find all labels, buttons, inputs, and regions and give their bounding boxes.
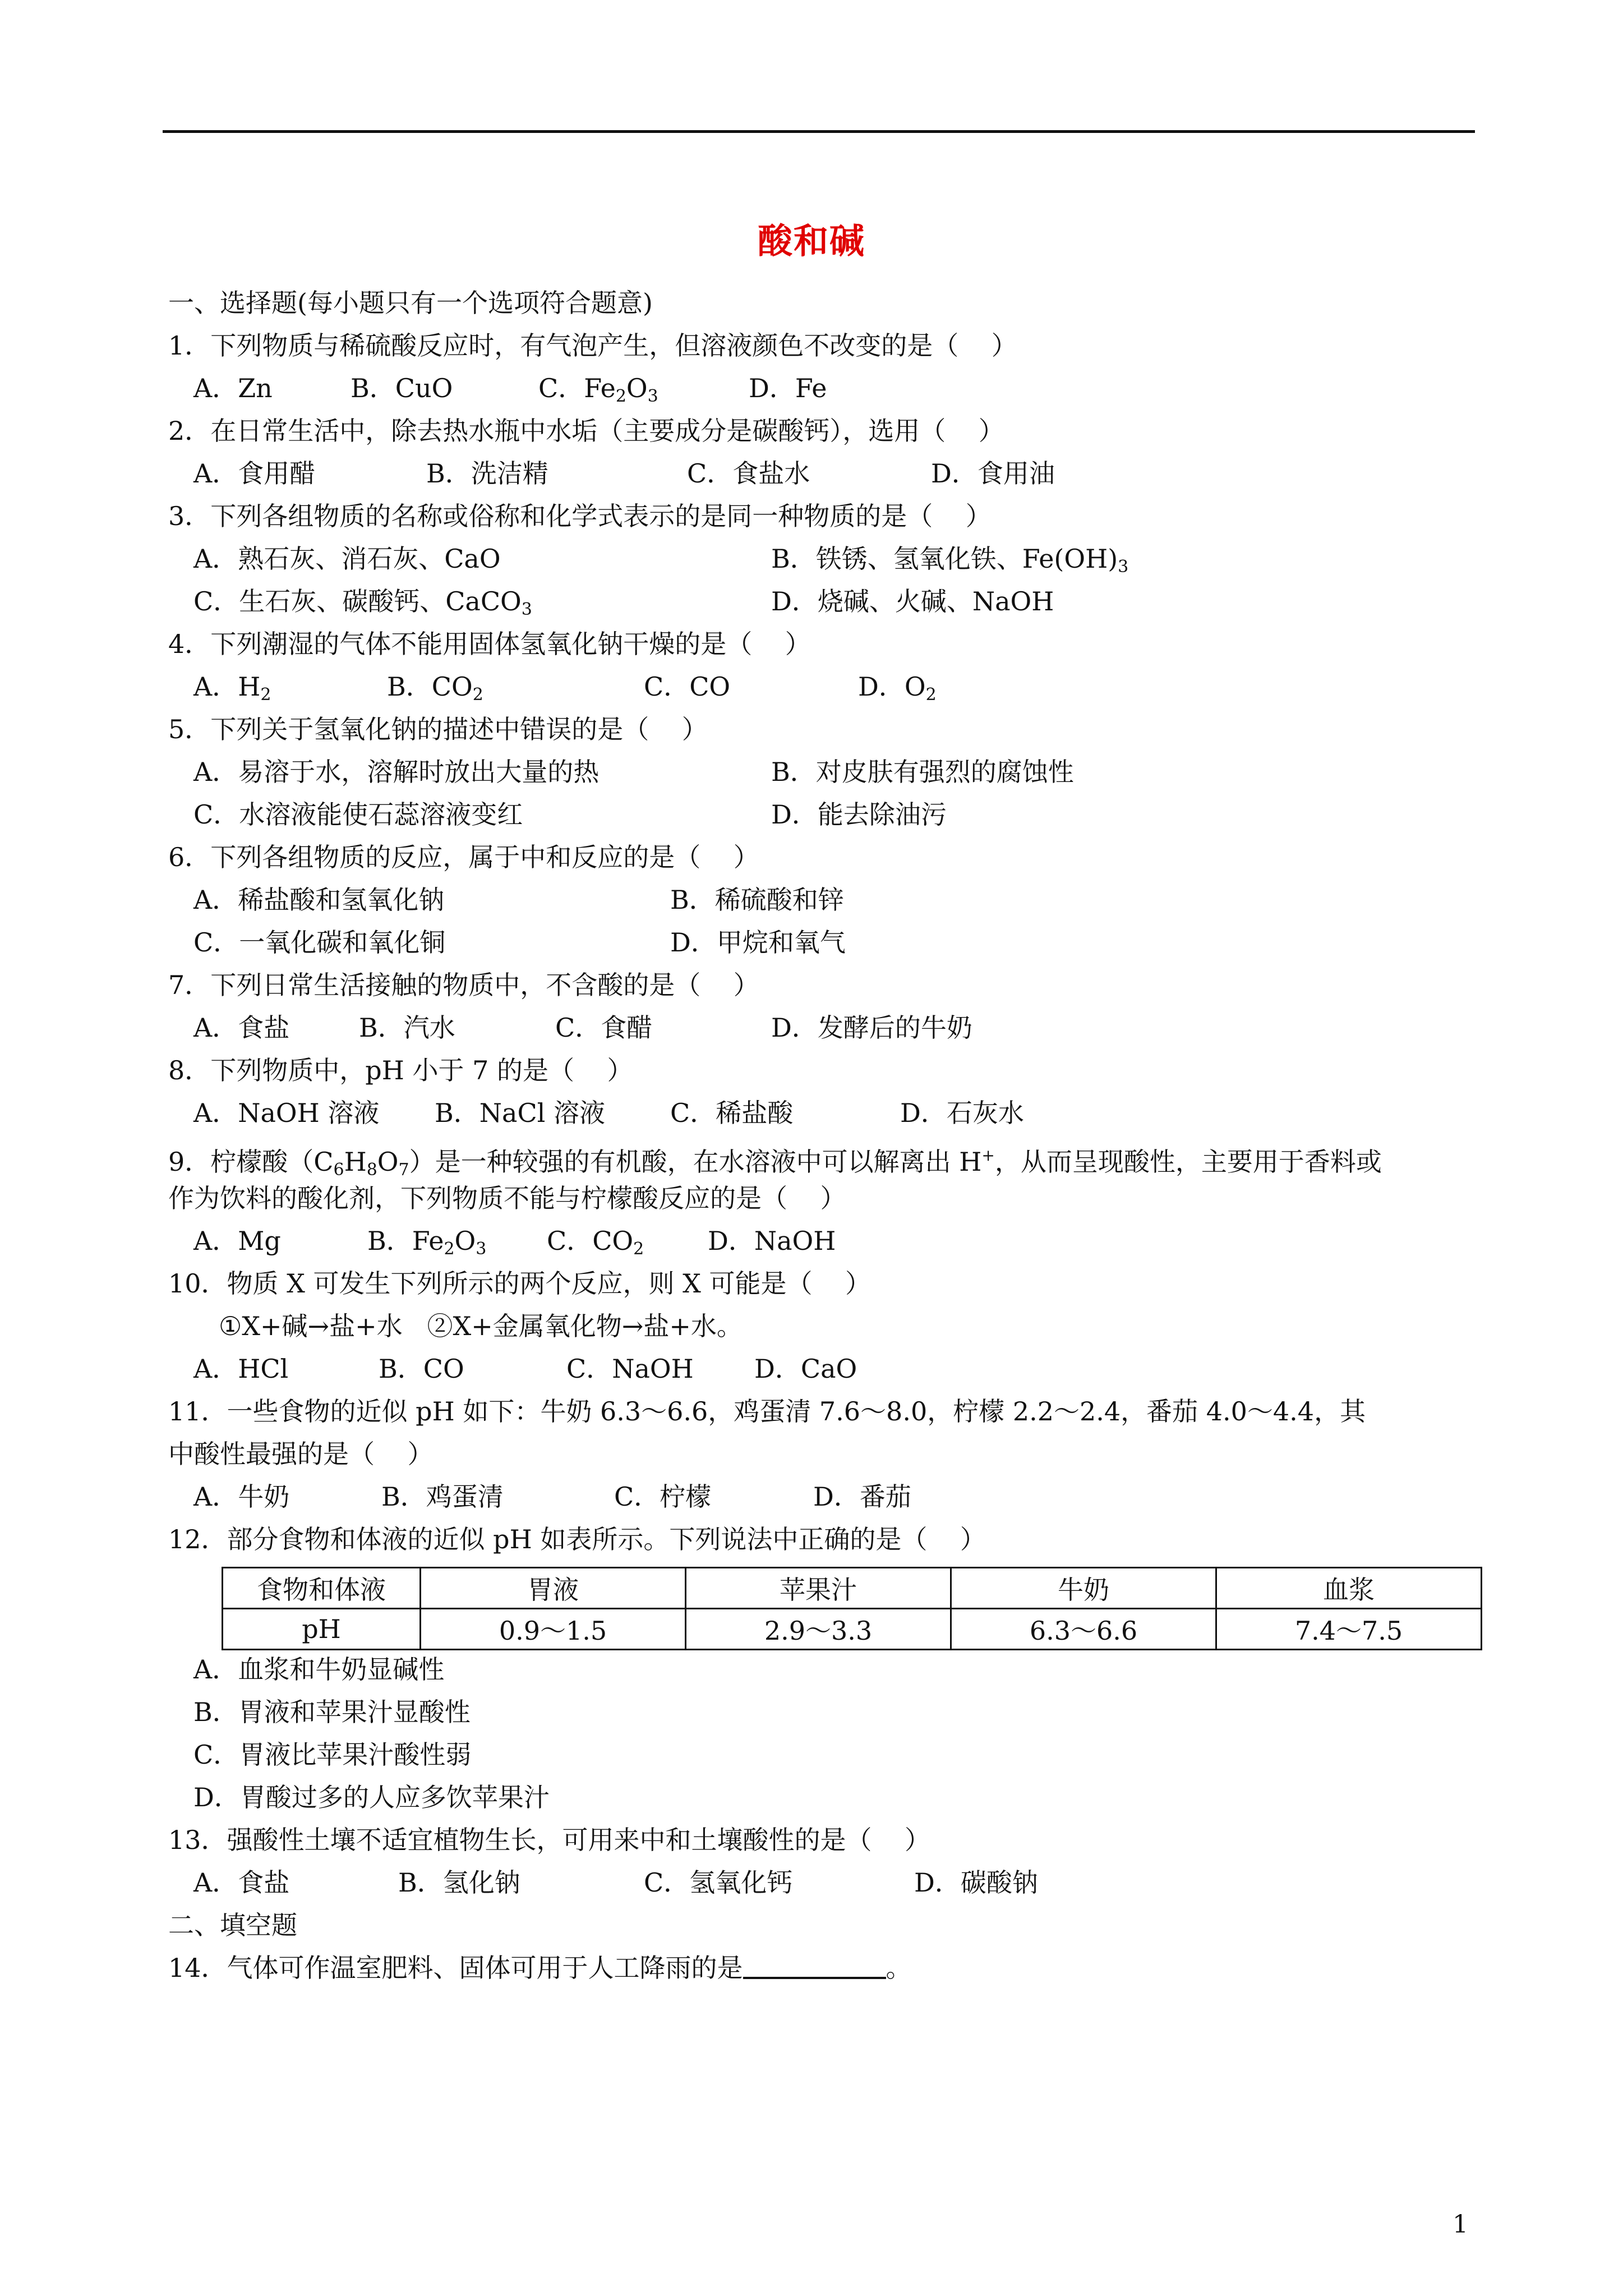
q11-option-b: B．鸡蛋清	[381, 1481, 504, 1512]
answer-blank[interactable]	[743, 1954, 886, 1979]
question-4-stem: 4．下列潮湿的气体不能用固体氢氧化钠干燥的是（ ）	[168, 629, 811, 659]
q6-option-a: A．稀盐酸和氢氧化钠	[193, 885, 445, 915]
q5-option-b: B．对皮肤有强烈的腐蚀性	[771, 757, 1074, 787]
q13-option-d: D．碳酸钠	[914, 1867, 1038, 1898]
q12-option-b: B．胃液和苹果汁显酸性	[193, 1697, 471, 1727]
q9-option-a: A．Mg	[193, 1226, 281, 1256]
q11-option-c: C．柠檬	[614, 1481, 712, 1512]
question-10-stem: 10．物质 X 可发生下列所示的两个反应，则 X 可能是（ ）	[168, 1268, 872, 1299]
q10-option-c: C．NaOH	[566, 1354, 694, 1384]
section-heading-choice: 一、选择题(每小题只有一个选项符合题意)	[168, 288, 653, 318]
q7-option-d: D．发酵后的牛奶	[771, 1013, 972, 1043]
q7-option-c: C．食醋	[555, 1013, 653, 1043]
q1-option-d: D．Fe	[749, 373, 827, 403]
table-row	[223, 1609, 1482, 1650]
q8-option-b: B．NaCl 溶液	[435, 1098, 606, 1128]
q13-option-a: A．食盐	[193, 1867, 290, 1898]
q9-option-c: C．$CO_2$	[547, 1226, 644, 1259]
question-7-stem: 7．下列日常生活接触的物质中，不含酸的是（ ）	[168, 970, 759, 1000]
q12-option-c: C．胃液比苹果汁酸性弱	[193, 1740, 472, 1770]
section-heading-fill: 二、填空题	[168, 1910, 297, 1940]
q3-option-c: C．生石灰、碳酸钙、CaCO$_3$	[193, 586, 532, 619]
page-number: 1	[1453, 2210, 1468, 2239]
q2-option-a: A．食用醋	[193, 458, 316, 489]
table-cell: 0.9～1.5	[421, 1609, 686, 1650]
q9-option-d: D．NaOH	[708, 1226, 836, 1256]
table-cell: 苹果汁	[686, 1568, 951, 1609]
table-cell: pH	[223, 1609, 421, 1650]
q4-option-d: D．$O_2$	[858, 671, 937, 705]
question-13-stem: 13．强酸性土壤不适宜植物生长，可用来中和土壤酸性的是（ ）	[168, 1825, 931, 1855]
table-cell: 7.4～7.5	[1216, 1609, 1482, 1650]
q1-option-b: B．CuO	[351, 373, 453, 403]
table-header-row	[223, 1568, 1482, 1609]
question-1-stem: 1．下列物质与稀硫酸反应时，有气泡产生，但溶液颜色不改变的是（ ）	[168, 330, 1017, 361]
q3-option-a: A．熟石灰、消石灰、CaO	[193, 544, 501, 574]
q4-option-a: A．$H_2$	[193, 671, 271, 705]
q7-option-b: B．汽水	[359, 1013, 455, 1043]
q12-option-d: D．胃酸过多的人应多饮苹果汁	[193, 1782, 550, 1812]
q13-option-c: C．氢氧化钙	[644, 1867, 793, 1898]
question-9-stem-line2: 作为饮料的酸化剂，下列物质不能与柠檬酸反应的是（ ）	[168, 1183, 846, 1213]
question-11-stem-line1: 11．一些食物的近似 pH 如下：牛奶 6.3～6.6，鸡蛋清 7.6～8.0，柠檬 2.2～2.4，番茄 4.0～4.4，其	[168, 1396, 1366, 1427]
question-3-stem: 3．下列各组物质的名称或俗称和化学式表示的是同一种物质的是（ ）	[168, 501, 992, 531]
q8-option-d: D．石灰水	[900, 1098, 1024, 1128]
q2-option-d: D．食用油	[931, 458, 1055, 489]
q10-reactions: ①X+碱→盐+水 ②X+金属氧化物→盐+水。	[219, 1311, 743, 1341]
q10-option-a: A．HCl	[193, 1354, 289, 1384]
q1-option-c: C．$Fe_2O_3$	[538, 373, 658, 406]
table-cell: 牛奶	[951, 1568, 1216, 1609]
q13-option-b: B．氢化钠	[398, 1867, 520, 1898]
q6-option-d: D．甲烷和氧气	[670, 927, 846, 958]
header-rule	[163, 130, 1475, 133]
table-cell: 血浆	[1216, 1568, 1482, 1609]
question-12-stem: 12．部分食物和体液的近似 pH 如表所示。下列说法中正确的是（ ）	[168, 1524, 986, 1554]
q6-option-b: B．稀硫酸和锌	[670, 885, 844, 915]
q5-option-c: C．水溶液能使石蕊溶液变红	[193, 799, 523, 830]
q11-option-d: D．番茄	[813, 1481, 911, 1512]
q6-option-c: C．一氧化碳和氧化铜	[193, 927, 446, 958]
q3-option-b: B．铁锈、氢氧化铁、$Fe(OH)_3$	[771, 544, 1129, 577]
q5-option-d: D．能去除油污	[771, 799, 947, 830]
q10-option-b: B．CO	[379, 1354, 464, 1384]
question-9-stem-line1: 9．柠檬酸$(C_6H_8O_7)$是一种较强的有机酸，在水溶液中可以解离出 H+，从而呈现酸性，主要用于香料或	[168, 1146, 1382, 1180]
q8-option-c: C．稀盐酸	[670, 1098, 794, 1128]
table-cell: 6.3～6.6	[951, 1609, 1216, 1650]
q9-option-b: B．$Fe_2O_3$	[367, 1226, 487, 1259]
ph-table	[222, 1567, 1482, 1650]
q3-option-d: D．烧碱、火碱、NaOH	[771, 586, 1054, 616]
question-11-stem-line2: 中酸性最强的是（ ）	[168, 1439, 434, 1469]
q2-option-c: C．食盐水	[687, 458, 810, 489]
question-14: 14．气体可作温室肥料、固体可用于人工降雨的是 。	[168, 1953, 912, 1983]
q4-option-c: C．CO	[644, 671, 731, 702]
q11-option-a: A．牛奶	[193, 1481, 290, 1512]
question-6-stem: 6．下列各组物质的反应，属于中和反应的是（ ）	[168, 842, 759, 872]
table-cell: 2.9～3.3	[686, 1609, 951, 1650]
q8-option-a: A．NaOH 溶液	[193, 1098, 380, 1128]
table-cell: 食物和体液	[223, 1568, 421, 1609]
q10-option-d: D．CaO	[754, 1354, 857, 1384]
table-cell: 胃液	[421, 1568, 686, 1609]
q2-option-b: B．洗洁精	[426, 458, 548, 489]
q5-option-a: A．易溶于水，溶解时放出大量的热	[193, 757, 600, 787]
q12-option-a: A．血浆和牛奶显碱性	[193, 1654, 445, 1685]
question-2-stem: 2．在日常生活中，除去热水瓶中水垢（主要成分是碳酸钙），选用（ ）	[168, 416, 1004, 446]
question-8-stem: 8．下列物质中，pH 小于 7 的是（ ）	[168, 1055, 633, 1085]
question-5-stem: 5．下列关于氢氧化钠的描述中错误的是（ ）	[168, 714, 708, 744]
page-title: 酸和碱	[757, 220, 865, 261]
q1-option-a: A．Zn	[193, 373, 273, 403]
q7-option-a: A．食盐	[193, 1013, 290, 1043]
q4-option-b: B．$CO_2$	[387, 671, 483, 705]
